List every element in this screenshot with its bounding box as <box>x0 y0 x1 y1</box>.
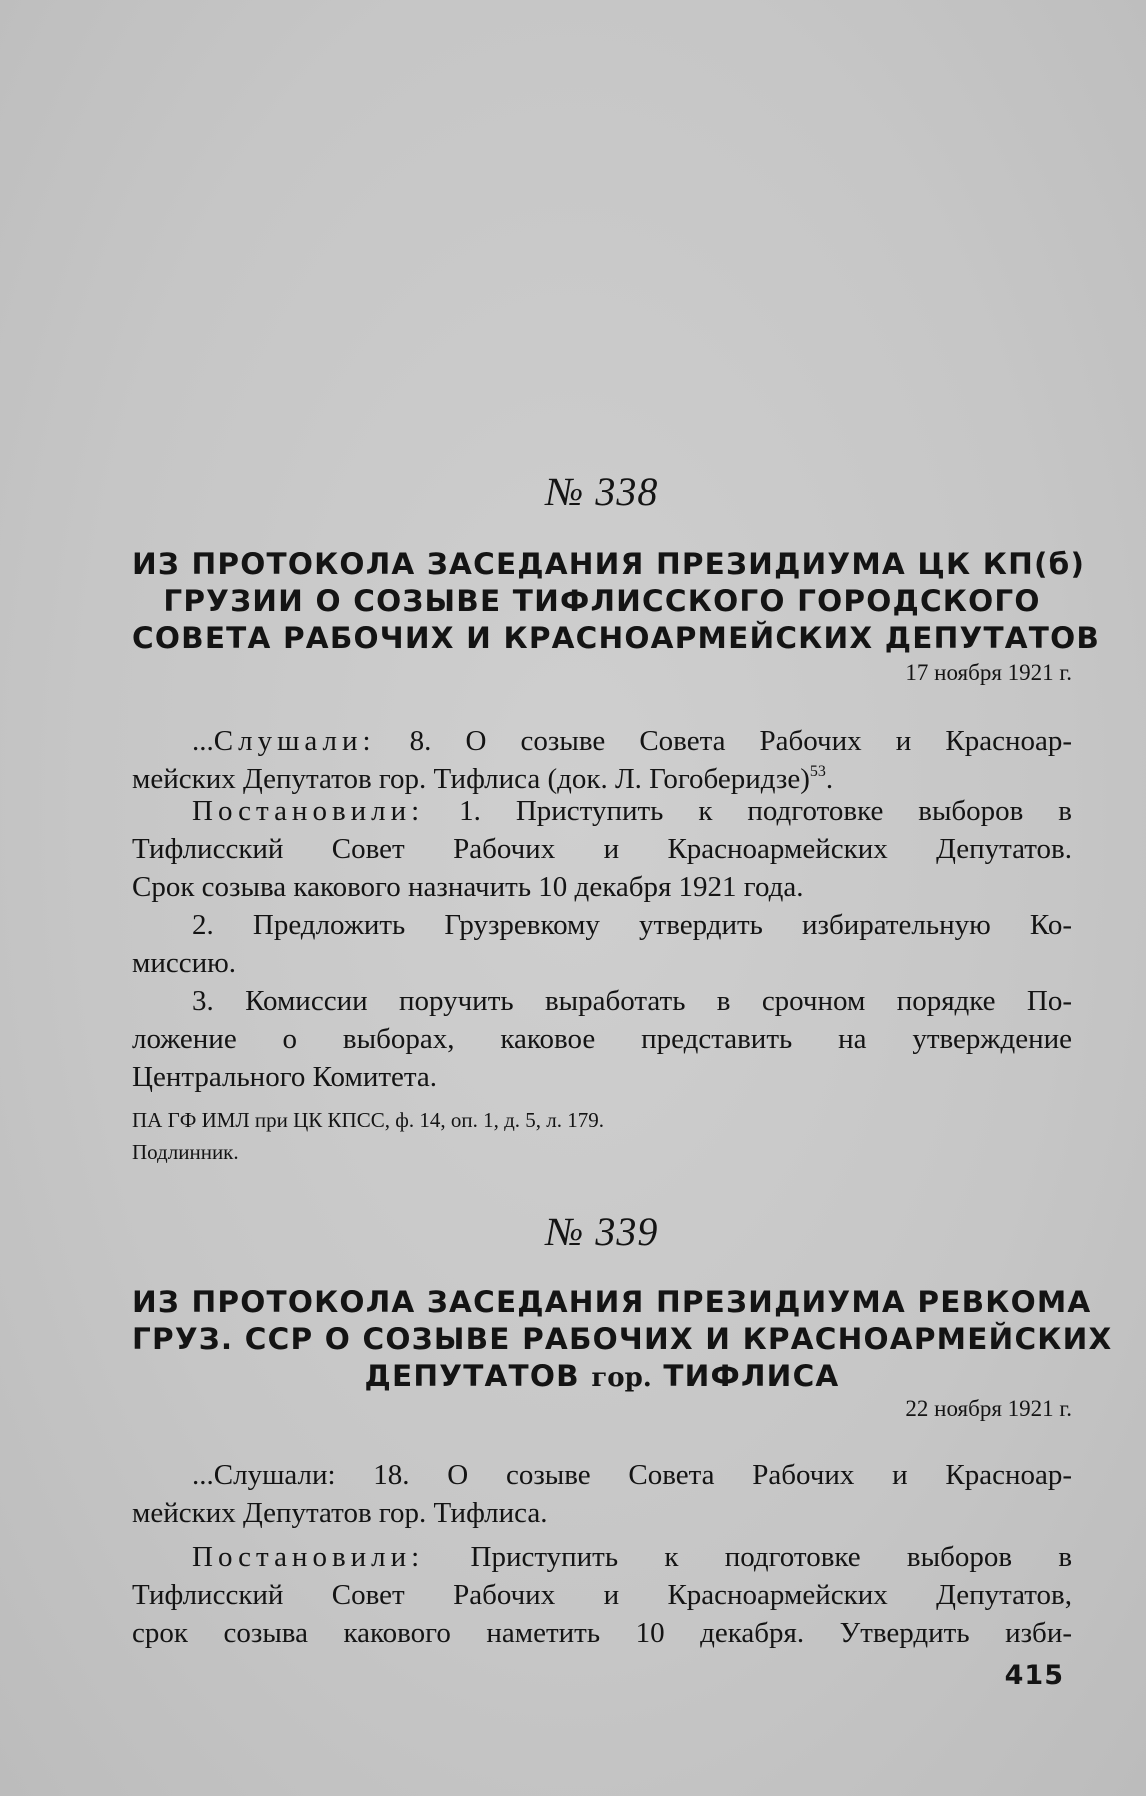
resolved-paragraph <box>132 792 1072 906</box>
footnote-ref: 53 <box>809 763 826 780</box>
source-note: Подлинник. <box>132 1140 239 1164</box>
document-title <box>132 546 1101 657</box>
ellipsis: ... <box>192 725 214 757</box>
text-line: мейских Депутатов гор. Тифлиса. <box>132 1497 548 1529</box>
title-line: ГРУЗ. ССР О СОЗЫВЕ РАБОЧИХ И КРАСНОАРМЕЙСКИХ <box>132 1322 1113 1356</box>
title-line: ГРУЗИИ О СОЗЫВЕ ТИФЛИССКОГО ГОРОДСКОГО <box>163 584 1041 618</box>
heard-paragraph <box>132 1456 1072 1532</box>
resolved-label: Постановили: <box>192 795 425 827</box>
heard-label: Слушали: <box>213 725 376 757</box>
period: . <box>825 763 834 795</box>
source-reference: ПА ГФ ИМЛ при ЦК КПСС, ф. 14, оп. 1, д. 5, л. 179. <box>132 1108 604 1132</box>
text-line: Центрального Комитета. <box>132 1061 438 1093</box>
text-line: ложение о выборах, каковое представить на утверждение <box>132 1023 1072 1055</box>
document-number: № 339 <box>545 1209 659 1254</box>
title-line <box>132 1358 1072 1397</box>
heard-text: 8. О созыве Совета Рабочих и Красноар- <box>409 725 1072 757</box>
title-text: гор. <box>591 1363 652 1393</box>
text-line <box>132 722 1072 760</box>
item-2-paragraph <box>132 906 1072 982</box>
document-date: 17 ноября 1921 г. <box>905 660 1072 685</box>
text-line: срок созыва какового наметить 10 декабря. Утвердить изби- <box>132 1617 1072 1649</box>
title-line: ИЗ ПРОТОКОЛА ЗАСЕДАНИЯ ПРЕЗИДИУМА РЕВКОМА <box>132 1285 1092 1319</box>
heard-text: мейских Депутатов гор. Тифлиса (док. Л. Гогоберидзе) <box>132 763 810 795</box>
title-line: ИЗ ПРОТОКОЛА ЗАСЕДАНИЯ ПРЕЗИДИУМА ЦК КП(б) <box>132 547 1086 581</box>
resolved-text: 1. Приступить к подготовке выборов в <box>459 795 1073 827</box>
title-text: ДЕПУТАТОВ <box>364 1359 592 1393</box>
document-number: № 338 <box>545 469 659 514</box>
title-line: СОВЕТА РАБОЧИХ И КРАСНОАРМЕЙСКИХ ДЕПУТАТОВ <box>132 621 1101 655</box>
title-text: ТИФЛИСА <box>651 1359 840 1393</box>
document-date: 22 ноября 1921 г. <box>905 1396 1072 1421</box>
text-line: миссию. <box>132 947 237 979</box>
resolved-label: Постановили: <box>192 1541 425 1573</box>
text-line: Срок созыва какового назначить 10 декабря 1921 года. <box>132 871 804 903</box>
text-line: Тифлисский Совет Рабочих и Красноармейских Депутатов, <box>132 1579 1072 1611</box>
text-line <box>132 792 1072 830</box>
text-line: 2. Предложить Грузревкому утвердить избирательную Ко- <box>192 909 1072 941</box>
archive-source <box>132 1104 1072 1168</box>
page-number: 415 <box>1004 1660 1064 1691</box>
resolved-paragraph <box>132 1538 1072 1652</box>
text-line <box>132 1538 1072 1576</box>
text-line: Тифлисский Совет Рабочих и Красноармейских Депутатов. <box>132 833 1072 865</box>
text-line: ...Слушали: 18. О созыве Совета Рабочих и Красноар- <box>192 1459 1072 1491</box>
item-3-paragraph <box>132 982 1072 1096</box>
resolved-text: Приступить к подготовке выборов в <box>470 1541 1073 1573</box>
heard-paragraph <box>132 722 1072 798</box>
text-line: 3. Комиссии поручить выработать в срочном порядке По- <box>192 985 1072 1017</box>
document-title <box>132 1284 1113 1397</box>
